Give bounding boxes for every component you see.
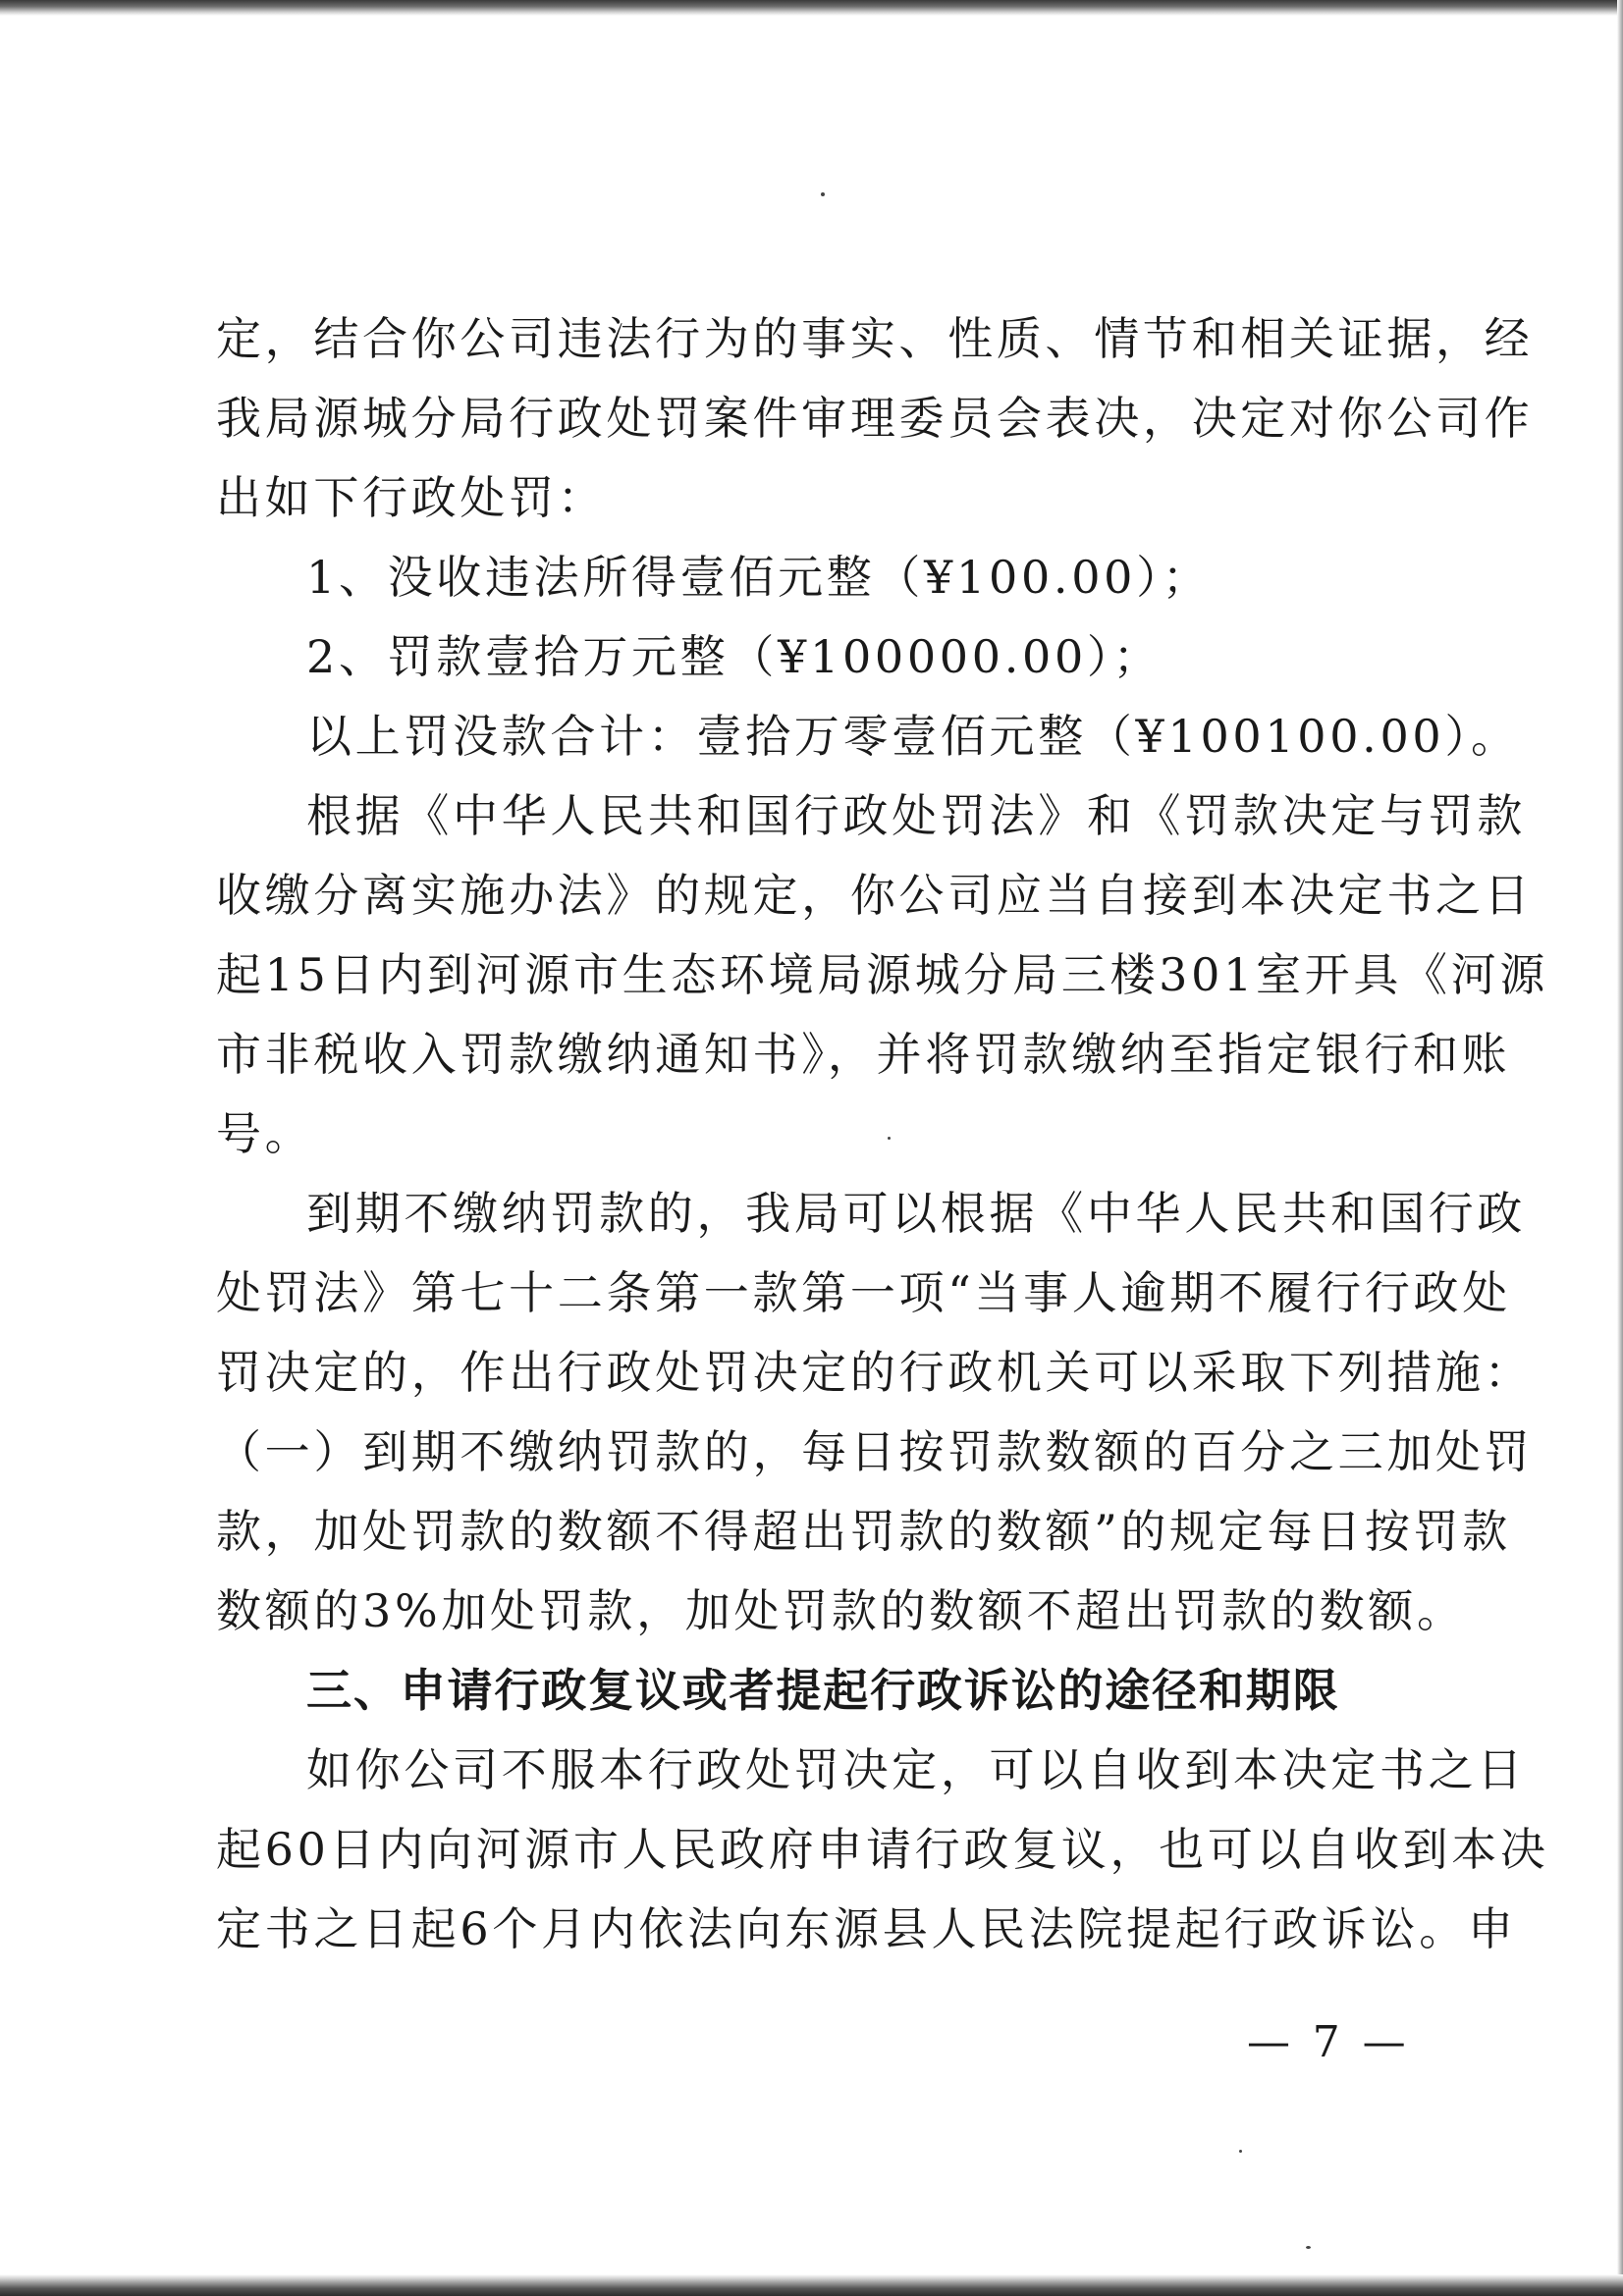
paragraph-line: （一）到期不缴纳罚款的，每日按罚款数额的百分之三加处罚 bbox=[216, 1425, 1534, 1478]
penalty-item-2: 2、罚款壹拾万元整（¥100000.00）； bbox=[306, 630, 1163, 683]
paragraph-line: 根据《中华人民共和国行政处罚法》和《罚款决定与罚款 bbox=[306, 789, 1526, 842]
paragraph-line: 起60日内向河源市人民政府申请行政复议，也可以自收到本决 bbox=[216, 1823, 1549, 1876]
penalty-total: 以上罚没款合计：壹拾万零壹佰元整（¥100100.00）。 bbox=[306, 710, 1520, 763]
paragraph-line: 处罚法》第七十二条第一款第一项“当事人逾期不履行行政处 bbox=[216, 1266, 1511, 1319]
paragraph-line: 我局源城分局行政处罚案件审理委员会表决，决定对你公司作 bbox=[216, 392, 1534, 445]
scan-edge-right bbox=[1617, 0, 1623, 2296]
paragraph-line: 罚决定的，作出行政处罚决定的行政机关可以采取下列措施： bbox=[216, 1346, 1534, 1399]
scan-edge-bottom bbox=[0, 2274, 1623, 2296]
document-body bbox=[216, 299, 1549, 1969]
paragraph-line: 款，加处罚款的数额不得超出罚款的数额”的规定每日按罚款 bbox=[216, 1505, 1511, 1558]
paragraph-line: 到期不缴纳罚款的，我局可以根据《中华人民共和国行政 bbox=[306, 1187, 1526, 1240]
paragraph-line: 起15日内到河源市生态环境局源城分局三楼301室开具《河源 bbox=[216, 948, 1549, 1001]
penalty-item-1: 1、没收违法所得壹佰元整（¥100.00）； bbox=[306, 551, 1212, 604]
paragraph-line: 定，结合你公司违法行为的事实、性质、情节和相关证据，经 bbox=[216, 312, 1534, 365]
paragraph-line: 市非税收入罚款缴纳通知书》，并将罚款缴纳至指定银行和账 bbox=[216, 1028, 1511, 1081]
paragraph-line: 如你公司不服本行政处罚决定，可以自收到本决定书之日 bbox=[306, 1743, 1526, 1796]
paragraph-line: 收缴分离实施办法》的规定，你公司应当自接到本决定书之日 bbox=[216, 869, 1534, 922]
section-heading: 三、申请行政复议或者提起行政诉讼的途径和期限 bbox=[306, 1664, 1340, 1717]
paragraph-line: 定书之日起6个月内依法向东源县人民法院提起行政诉讼。申 bbox=[216, 1902, 1517, 1955]
paragraph-line: 号。 bbox=[216, 1107, 314, 1160]
scan-speck bbox=[1306, 2246, 1311, 2249]
scan-speck bbox=[1239, 2150, 1242, 2153]
scan-speck bbox=[821, 192, 825, 196]
page-number: — 7 — bbox=[1247, 2017, 1410, 2067]
paragraph-line: 出如下行政处罚： bbox=[216, 471, 607, 524]
paragraph-line: 数额的3%加处罚款，加处罚款的数额不超出罚款的数额。 bbox=[216, 1584, 1466, 1637]
scan-edge-top bbox=[0, 0, 1623, 16]
